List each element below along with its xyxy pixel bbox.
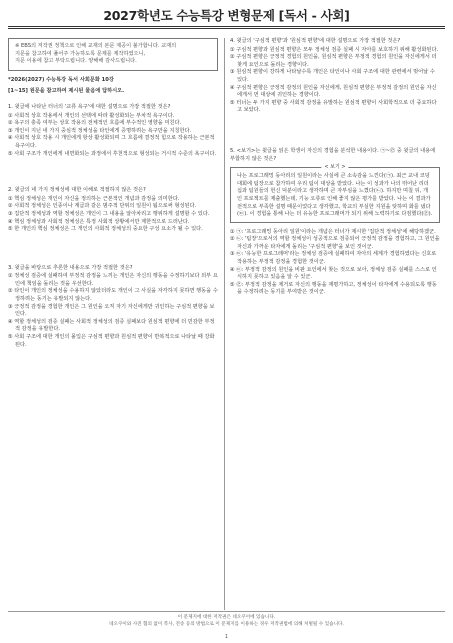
title-rule-top (8, 26, 445, 27)
option-1: ① 사회적 상호 작용에서 개인의 선택에 따라 활성화되는 부차적 욕구이다. (8, 112, 175, 119)
option-4: ④ 역할 정체성의 검증 실패는 사회적 정체성의 검증 실패보다 원심적 편향에 더 민감한 부정적 감정을 유발한다. (8, 318, 215, 333)
option-1: ① ㉠: '프로그래밍 동아리 일원'이라는 개념은 터너가 제시한 '집단적 정체성'에 해당하겠군. (230, 228, 436, 235)
option-5: ⑤ 사회 구조가 개인에게 내면화되는 과정에서 후천적으로 형성되는 거시적 수준의 욕구이다. (8, 150, 217, 157)
question-1 (8, 104, 218, 158)
notice-line: ※ EBS의 저작권 정책으로 인해 교재의 본문 제공이 불가합니다. 교재의 (15, 43, 177, 49)
copyright-notice-box (8, 38, 218, 71)
bogi-label: < 보기 > (321, 164, 348, 172)
option-3: ③ ㉢: '유능한 프로그래머'라는 정체성 검증에 실패하여 자아의 세계가 경험하였다는 신호로 작용하는 부정적 감정을 경험한 것이군. (230, 251, 437, 266)
option-2: ② 구심적 편향은 긍정적 경험의 원인을, 원심적 편향은 부정적 경험의 원인을 자신에게서 더 찾게 요인으로 돌리는 경향이다. (230, 54, 437, 68)
copyright-footer (0, 614, 453, 628)
right-column (230, 38, 440, 297)
question-stem: 4. 윗글의 '구심적 편향'과 '원심적 편향'에 대한 설명으로 가장 적절한 것은? (230, 38, 401, 44)
page-title: 2027학년도 수능특강 변형문제 [독서 - 사회] (103, 8, 350, 23)
option-4: ④ 사회적 상호 작용 시 개인에게 항상 활성화되며 그 흐름에 결정적 힘으로 작용하는 근본적 욕구이다. (8, 135, 215, 149)
option-2: ② 사회적 정체성은 인종이나 계급과 같은 범주적 단위의 일원이 됨으로써 형성된다. (8, 203, 197, 210)
option-4: ④ ㉢: 부정적 감정의 원인을 비판 요인에서 찾는 것으로 보아, 정체성 검증 실패를 스스로 인식하지 못하고 있음을 알 수 있군. (230, 266, 437, 281)
series-title: *2026(2027) 수능특강 독서 사회문화 10강 (8, 76, 114, 83)
option-3: ③ 집단적 정체성과 역할 정체성은 개인이 그 내용을 알아차리고 행위하게 설명할 수 있다. (8, 210, 210, 217)
question-3 (8, 265, 218, 350)
question-stem: 3. 윗글을 바탕으로 추론한 내용으로 가장 적절한 것은? (8, 264, 133, 271)
option-4: ④ 핵심 정체성과 사회적 정체성은 특정 사회적 상황에서만 제한적으로 드러난다. (8, 218, 190, 225)
left-column (8, 38, 218, 349)
option-3: ③ 개인이 지닌 네 가지 중심적 정체성을 타인에게 증명하려는 욕구만을 지칭한다. (8, 127, 192, 134)
option-1: ① 구심적 편향과 원심적 편향은 모두 정체성 검증 실패 시 자아를 보호하기 위해 활성화된다. (230, 46, 439, 53)
title-rule-bottom (8, 28, 445, 29)
option-3: ③ 원심적 편향이 강하게 나타날수록 개인은 타인이나 사회 구조에 대한 관련에서 벗어날 수 있다. (230, 69, 435, 83)
question-stem: 5. <보기>는 윗글을 읽은 학생이 자신의 경험을 분석한 내용이다. ㉠~㉣ 중 윗글의 내용에 부합하지 않은 것은? (230, 147, 436, 162)
question-5 (230, 148, 440, 297)
question-2 (8, 187, 218, 234)
option-5: ⑤ 한 개인의 핵심 정체성은 그 개인의 사회적 정체성의 중요한 구성 요소가 될 수 있다. (8, 226, 203, 233)
question-stem: 2. 윗글의 네 가지 정체성에 대한 이해로 적절하지 않은 것은? (8, 187, 146, 194)
question-4 (230, 38, 440, 115)
page-number: 1 (224, 634, 229, 640)
footer-line-2: 네오쿠이와 사전 협의 없이 복사, 전송 등의 방법으로 이 문제지를 이용하는 경우 저작권법에 의해 처벌될 수 있습니다. (109, 622, 344, 627)
footer-rule (8, 611, 445, 612)
notice-line: 지문을 참고하여 풀어주 가능하도록 문제를 제작하였으니, (15, 50, 146, 57)
option-5: ⑤ ㉣: 부정적 감정을 제거로 자신의 행동을 재평가하고, 정체성이 타자에게 수용되도록 행동을 수정하려는 동기를 부여받은 것이군. (230, 281, 437, 296)
option-5: ⑤ 터너는 두 가지 편향 중 사회적 감정을 유발하는 원심적 편향이 사회학적으로 더 중요하다고 보았다. (230, 99, 437, 114)
option-5: ⑤ 사회 구조에 대한 개인의 몰입은 구심적 편향과 원심적 편향이 반복적으로 나타날 때 강화된다. (8, 334, 215, 348)
option-2: ② 욕구의 충족 여부는 상호 작용의 전체적인 흐름에 부수적인 영향을 미친다. (8, 120, 182, 127)
bogi-text: 나는 프로그래밍 동아리의 일원이라는 사실에 큰 소속감을 느낀다(㉠). 최근 교내 코딩 대회에 팀장으로 참가하여 우리 팀이 대상을 받았다. 나는 이 성과가 나의 뛰어난 리더십과 팀원들의 헌신 덕분이라고 생각하며 큰 자부심을 느꼈다(㉡). 하지만 며칠 뒤, 개인 프로젝트를 제출했는데, 기능 오류로 인해 좋지 않은 평가를 받았다. 나는 이 결과가 전적으로 부족한 설명 때문이었다고 생각했고, 학교의 부실한 지원을 탓하며 화를 냈다(㉢). 이 경험을 통해 나는 더 유능한 프로그래머가 되기 위해 노력하기로 다짐했다(㉣). (237, 173, 433, 218)
option-2: ② ㉡: '팀장'으로서의 역할 정체성이 성공적으로 검증되어 긍정적 감정을 경험하고, 그 원인을 자신과 가까운 타자에게 돌리는 '구심적 편향'을 보인 것이군. (230, 236, 440, 250)
column-divider (224, 38, 225, 610)
option-4: ④ 구심적 편향은 긍정적 감정의 원인을 자신에게, 원심적 편향은 부정적 감정의 원인을 자신에게서 먼 대상에 귀인하는 경향이다. (230, 84, 437, 99)
option-1: ① 정체성 검증에 실패하여 부정적 감정을 느끼는 개인은 자신의 행동을 수정하기보다 외부 요인에 책임을 돌리는 것을 우선한다. (8, 273, 218, 287)
question-stem: 1. 윗글에 나타난 터너의 '교류 욕구'에 대한 설명으로 가장 적절한 것은? (8, 103, 171, 110)
option-1: ① 핵심 정체성은 개인이 자신을 정의하는 근본적인 개념과 감정을 의미한다. (8, 195, 180, 202)
series-instruction: [1~15] 원문을 참고하여 제시된 물음에 답하시오. (8, 88, 125, 95)
option-2: ② 타인이 개인의 정체성을 수용하지 않았더라도 개인이 그 사실을 자각하지 못하면 행동을 수정하려는 동기는 유발되지 않는다. (8, 288, 218, 303)
notice-line: 지문 이용에 참고 부탁드립니다. 양해해 감사드립니다. (15, 58, 137, 65)
option-3: ③ 긍정적 감정을 경험한 개인은 그 원인을 오직 자기 자신에게만 귀인하는 구심적 편향을 보인다. (8, 303, 215, 318)
footer-line-1: 이 문제지에 대한 저작권은 네오쿠이에 있습니다. (177, 615, 276, 620)
bogi-box (230, 164, 440, 223)
